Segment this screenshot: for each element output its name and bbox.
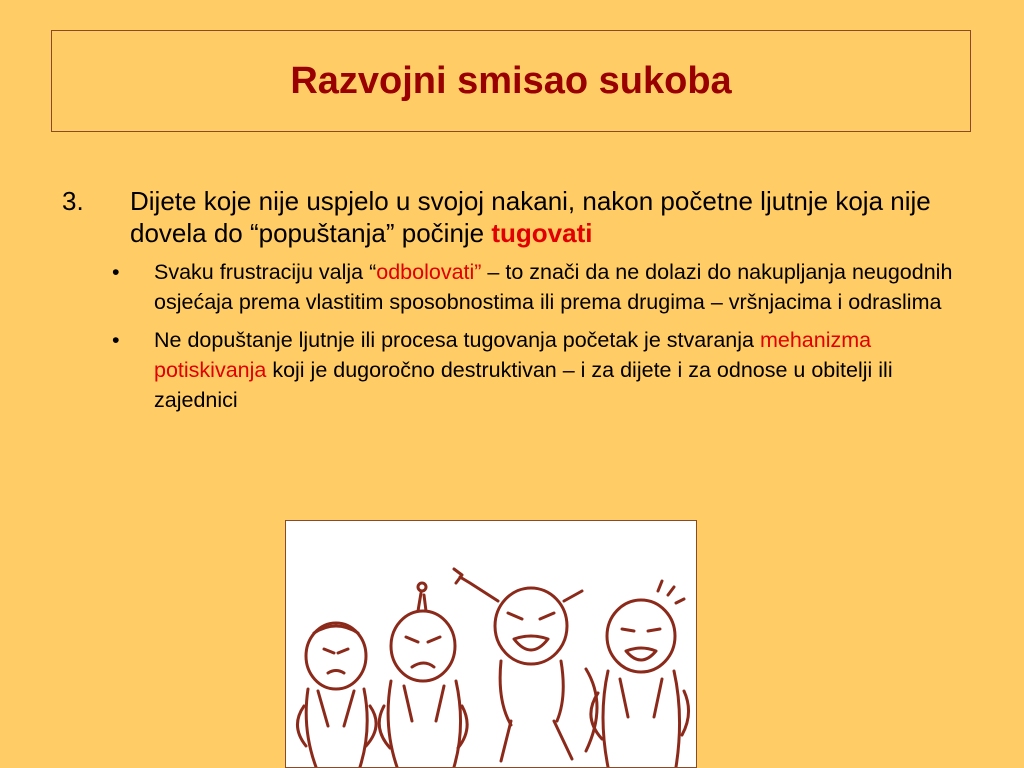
bullet-highlight: odbolovati”	[376, 260, 482, 284]
slide-content	[62, 185, 962, 423]
scowling-child-figure	[379, 583, 467, 767]
bullet-text	[154, 257, 962, 317]
point-text-main: Dijete koje nije uspjelo u svojoj nakani, nakon početne ljutnje koja nije dovela do “popuštanja” počinje	[130, 186, 931, 248]
point-text	[130, 185, 962, 249]
bullet-mark: •	[112, 328, 120, 352]
sulking-child-figure	[297, 623, 376, 767]
title-box	[51, 30, 971, 132]
point-highlight: tugovati	[491, 218, 593, 248]
bullet-highlight: mehanizma potiskivanja	[154, 328, 872, 382]
point-number: 3.	[62, 186, 84, 216]
children-illustration	[285, 520, 697, 768]
bullet-text	[154, 325, 962, 415]
bullet-item	[62, 257, 962, 317]
numbered-point	[62, 185, 962, 249]
bullet-item	[62, 325, 962, 415]
slide-title: Razvojni smisao sukoba	[290, 59, 732, 102]
bullet-text-after: koji je dugoročno destruktivan – i za dijete i za odnose u obitelji ili zajednici	[154, 358, 893, 412]
bullet-text-before: Ne dopuštanje ljutnje ili procesa tugovanja početak je stvaranja	[154, 328, 760, 352]
bullet-text-after: – to znači da ne dolazi do nakupljanja neugodnih osjećaja prema vlastitim sposobnostima ili prema drugima – vršnjacima i odraslima	[154, 260, 953, 314]
bullet-list	[62, 257, 962, 415]
crying-child-figure	[591, 581, 689, 767]
stomping-child-figure	[454, 569, 597, 761]
bullet-mark: •	[112, 260, 120, 284]
bullet-text-before: Svaku frustraciju valja “	[154, 260, 377, 284]
